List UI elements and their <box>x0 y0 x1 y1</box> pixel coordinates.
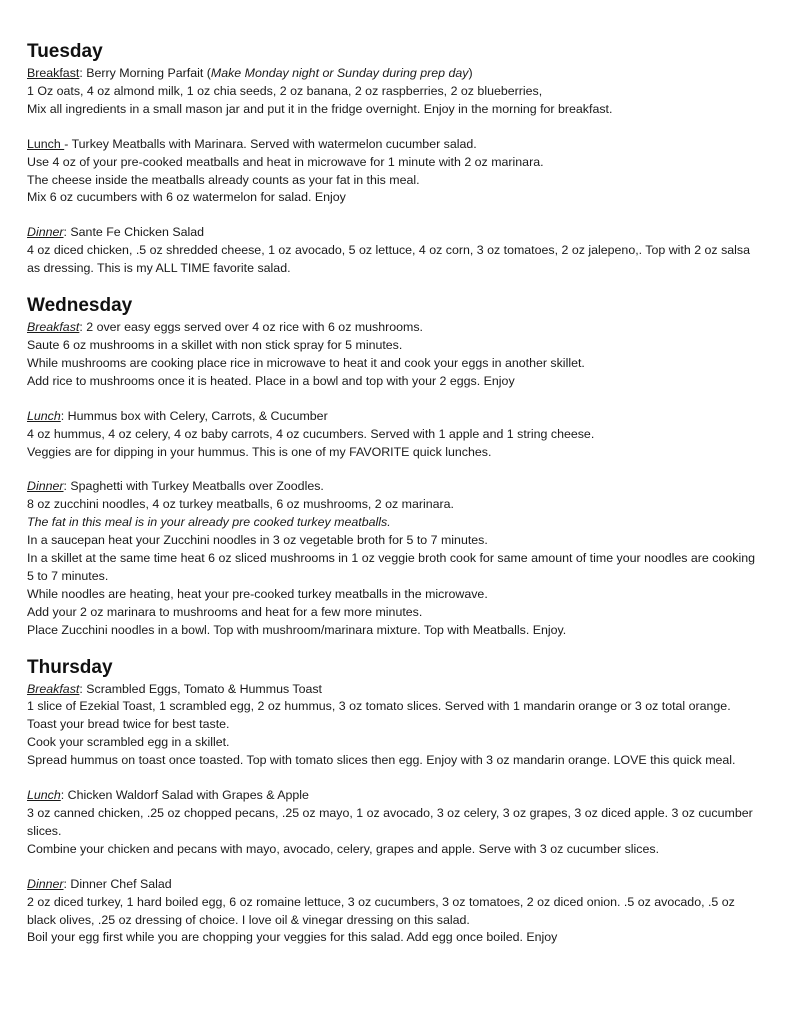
meal-line: 2 oz diced turkey, 1 hard boiled egg, 6 oz romaine lettuce, 3 oz cucumbers, 3 oz tomatoes, 2 oz diced onion. .5 oz avocado, .5 oz black olives, .25 oz dressing of choice. I love oil & vinegar dressing on this salad. <box>27 894 735 927</box>
meal-breakfast <box>27 319 763 391</box>
meal-title: Berry Morning Parfait ( <box>86 66 211 80</box>
meal-title: Sante Fe Chicken Salad <box>70 225 205 240</box>
meal-heading: Lunch - Turkey Meatballs with Marinara. Served with watermelon cucumber salad. <box>27 136 477 151</box>
meal-label: Lunch <box>27 408 61 423</box>
meal-line: 4 oz diced chicken, .5 oz shredded cheese, 1 oz avocado, 5 oz lettuce, 4 oz corn, 3 oz tomatoes, 2 oz jalepeno,. Top with 2 oz salsa as dressing. This is my ALL TIME favorite salad. <box>27 243 750 276</box>
meal-line: Combine your chicken and pecans with mayo, avocado, celery, grapes and apple. Serve with 3 oz cucumber slices. <box>27 841 660 856</box>
meal-line: Place Zucchini noodles in a bowl. Top with mushroom/marinara mixture. Top with Meatballs. Enjoy. <box>27 622 567 637</box>
meal-heading: Breakfast: Scrambled Eggs, Tomato & Hummus Toast <box>27 681 322 696</box>
meal-line: Use 4 oz of your pre-cooked meatballs and heat in microwave for 1 minute with 2 oz marinara. <box>27 154 544 169</box>
meal-line: In a saucepan heat your Zucchini noodles in 3 oz vegetable broth for 5 to 7 minutes. <box>27 533 488 548</box>
meal-heading: Dinner: Sante Fe Chicken Salad <box>27 225 205 240</box>
meal-line: 1 Oz oats, 4 oz almond milk, 1 oz chia seeds, 2 oz banana, 2 oz raspberries, 2 oz blueberries, <box>27 83 543 98</box>
meal-label: Dinner <box>27 479 64 494</box>
meal-line: Mix all ingredients in a small mason jar and put it in the fridge overnight. Enjoy in the morning for breakfast. <box>27 101 613 116</box>
meal-line: Cook your scrambled egg in a skillet. <box>27 735 230 750</box>
day-tuesday <box>27 40 763 278</box>
meal-line: Mix 6 oz cucumbers with 6 oz watermelon for salad. Enjoy <box>27 190 346 205</box>
day-wednesday <box>27 294 763 640</box>
meal-label: Lunch <box>27 788 61 803</box>
meal-heading: Breakfast: 2 over easy eggs served over 4 oz rice with 6 oz mushrooms. <box>27 320 423 335</box>
meal-line: Add your 2 oz marinara to mushrooms and heat for a few more minutes. <box>27 604 423 619</box>
meal-title: Turkey Meatballs with Marinara. Served with watermelon cucumber salad. <box>71 136 477 151</box>
meal-line: Add rice to mushrooms once it is heated. Place in a bowl and top with your 2 eggs. Enjoy <box>27 373 515 388</box>
meal-title: Scrambled Eggs, Tomato & Hummus Toast <box>86 681 322 696</box>
meal-line: While noodles are heating, heat your pre-cooked turkey meatballs in the microwave. <box>27 586 488 601</box>
meal-line: Boil your egg first while you are chopping your veggies for this salad. Add egg once boiled. Enjoy <box>27 930 558 945</box>
meal-title: 2 over easy eggs served over 4 oz rice with 6 oz mushrooms. <box>86 320 423 335</box>
meal-label: Breakfast <box>27 320 80 335</box>
meal-line: 8 oz zucchini noodles, 4 oz turkey meatballs, 6 oz mushrooms, 2 oz marinara. <box>27 497 454 512</box>
meal-line: Spread hummus on toast once toasted. Top with tomato slices then egg. Enjoy with 3 oz mandarin orange. LOVE this quick meal. <box>27 753 736 768</box>
meal-title: Dinner Chef Salad <box>70 876 172 891</box>
meal-heading: Dinner: Dinner Chef Salad <box>27 876 172 891</box>
meal-label: Dinner <box>27 225 64 240</box>
day-title: Tuesday <box>27 41 103 62</box>
meal-line: 4 oz hummus, 4 oz celery, 4 oz baby carrots, 4 oz cucumbers. Served with 1 apple and 1 string cheese. <box>27 426 595 441</box>
meal-heading: Breakfast: Berry Morning Parfait (Make Monday night or Sunday during prep day) <box>27 66 473 80</box>
day-thursday <box>27 656 763 948</box>
meal-dinner <box>27 876 763 948</box>
meal-line: While mushrooms are cooking place rice in microwave to heat it and cook your eggs in another skillet. <box>27 355 585 370</box>
meal-title-note: Make Monday night or Sunday during prep day <box>210 66 469 80</box>
meal-line: 1 slice of Ezekial Toast, 1 scrambled egg, 2 oz hummus, 3 oz tomato slices. Served with 1 mandarin orange or 3 oz total orange. <box>27 699 731 714</box>
meal-label: Lunch <box>27 136 65 151</box>
meal-breakfast <box>27 681 763 771</box>
meal-heading: Dinner: Spaghetti with Turkey Meatballs over Zoodles. <box>27 479 324 494</box>
meal-line: 3 oz canned chicken, .25 oz chopped pecans, .25 oz mayo, 1 oz avocado, 3 oz celery, 3 oz grapes, 3 oz diced apple. 3 oz cucumber slices. <box>27 806 753 838</box>
meal-title: Spaghetti with Turkey Meatballs over Zoodles. <box>70 479 324 494</box>
meal-line: Saute 6 oz mushrooms in a skillet with non stick spray for 5 minutes. <box>27 337 403 352</box>
meal-heading: Lunch: Hummus box with Celery, Carrots, & Cucumber <box>27 408 328 423</box>
meal-title: Chicken Waldorf Salad with Grapes & Apple <box>67 788 309 803</box>
meal-lunch <box>27 408 763 462</box>
day-title: Thursday <box>27 656 113 678</box>
meal-label: Breakfast <box>27 681 80 696</box>
meal-breakfast <box>27 65 763 119</box>
meal-dinner <box>27 478 763 639</box>
day-title: Wednesday <box>27 295 133 317</box>
meal-line: Toast your bread twice for best taste. <box>27 717 230 732</box>
meal-lunch <box>27 787 763 859</box>
meal-line: In a skillet at the same time heat 6 oz sliced mushrooms in 1 oz veggie broth cook for same amount of time your noodles are cooking 5 to 7 minutes. <box>27 551 755 583</box>
meal-line: Veggies are for dipping in your hummus. This is one of my FAVORITE quick lunches. <box>27 444 492 459</box>
meal-label: Breakfast <box>27 66 80 80</box>
meal-label: Dinner <box>27 876 64 891</box>
meal-dinner <box>27 224 763 278</box>
meal-heading: Lunch: Chicken Waldorf Salad with Grapes & Apple <box>27 788 309 803</box>
meal-title: Hummus box with Celery, Carrots, & Cucumber <box>67 408 328 423</box>
meal-line: The cheese inside the meatballs already counts as your fat in this meal. <box>27 172 420 187</box>
meal-note: The fat in this meal is in your already pre cooked turkey meatballs. <box>27 515 391 530</box>
meal-lunch <box>27 136 763 208</box>
